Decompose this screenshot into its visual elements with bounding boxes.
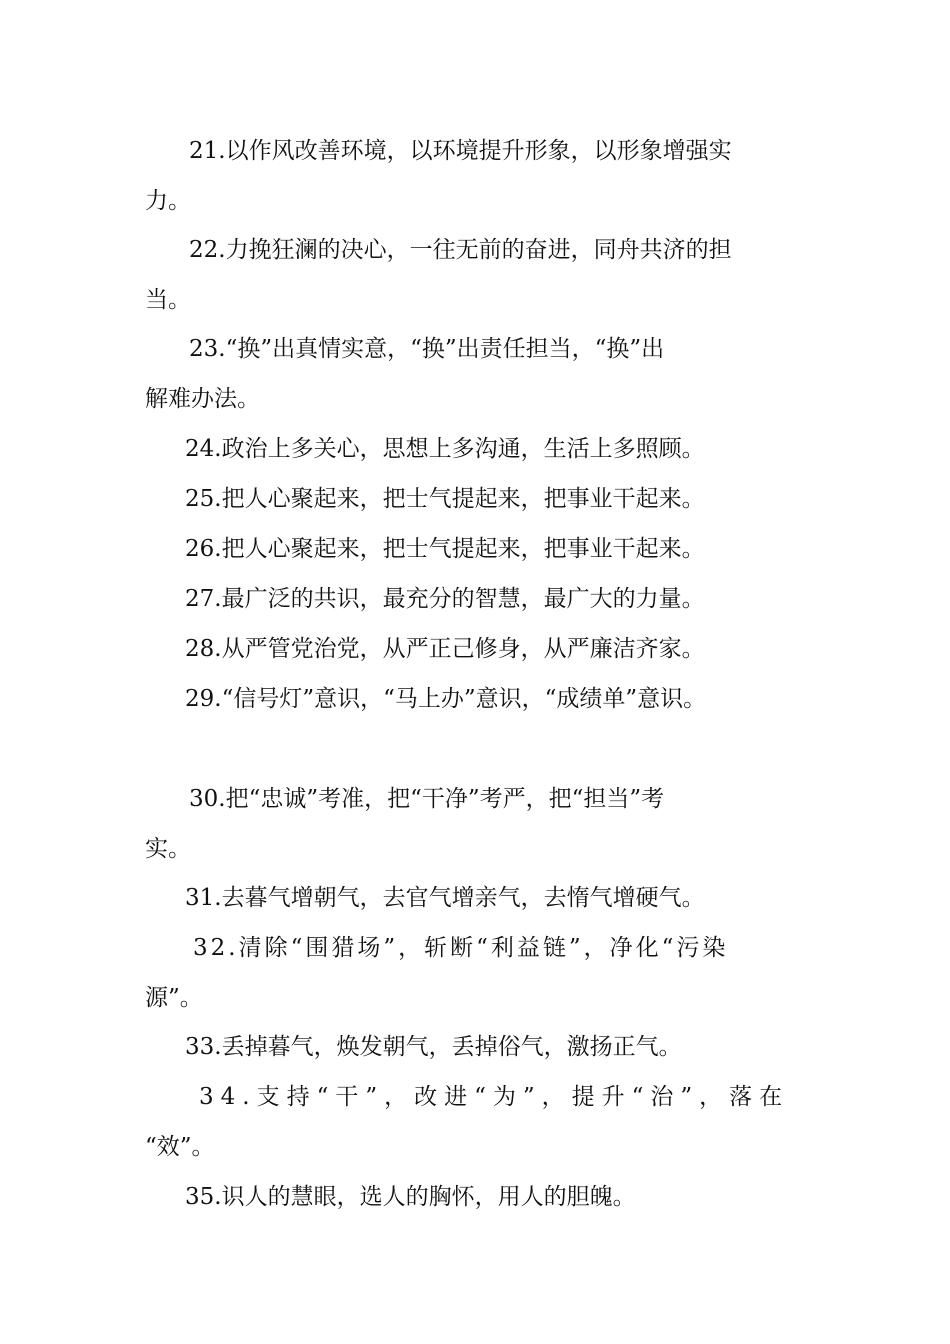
item-23-line1: 23.“换”出真情实意，“换”出责任担当，“换”出 [189, 336, 665, 362]
list-item-28 [145, 624, 815, 674]
list-item-21 [145, 126, 815, 226]
item-27-line1: 27.最广泛的共识，最充分的智慧，最广大的力量。 [185, 586, 705, 612]
list-item-22 [145, 225, 815, 325]
item-25-line1: 25.把人心聚起来，把士气提起来，把事业干起来。 [185, 486, 705, 512]
item-33-line1: 33.丢掉暮气，焕发朝气，丢掉俗气，激扬正气。 [185, 1034, 682, 1060]
item-34-line1: 34.支持“干”，改进“为”，提升“治”，落在 [199, 1084, 790, 1110]
item-30-line1: 30.把“忠诚”考准，把“干净”考严，把“担当”考 [189, 786, 665, 812]
item-30-line2: 实。 [145, 836, 191, 862]
item-22-line2: 当。 [145, 287, 191, 313]
list-item-29 [145, 674, 835, 724]
item-32-line1: 32.清除“围猎场”，斩断“利益链”，净化“污染 [193, 935, 729, 961]
item-28-line1: 28.从严管党治党，从严正己修身，从严廉洁齐家。 [185, 636, 705, 662]
list-item-23 [145, 324, 815, 424]
list-item-34 [145, 1072, 815, 1172]
list-item-35 [145, 1172, 815, 1222]
list-item-25 [145, 474, 815, 524]
list-item-26 [145, 524, 815, 574]
list-item-30 [145, 774, 815, 874]
item-21-line2: 力。 [145, 188, 191, 214]
item-22-line1: 22.力挽狂澜的决心，一往无前的奋进，同舟共济的担 [189, 237, 732, 263]
list-item-31 [145, 873, 815, 923]
item-34-line2: “效”。 [145, 1134, 215, 1160]
item-23-line2: 解难办法。 [145, 386, 260, 412]
item-29-line1: 29.“信号灯”意识，“马上办”意识，“成绩单”意识。 [185, 686, 707, 712]
item-26-line1: 26.把人心聚起来，把士气提起来，把事业干起来。 [185, 536, 705, 562]
item-32-line2: 源”。 [145, 985, 203, 1011]
list-item-24 [145, 424, 815, 474]
item-21-line1: 21.以作风改善环境，以环境提升形象，以形象增强实 [189, 138, 732, 164]
list-item-27 [145, 574, 815, 624]
item-31-line1: 31.去暮气增朝气，去官气增亲气，去惰气增硬气。 [185, 885, 705, 911]
item-35-line1: 35.识人的慧眼，选人的胸怀，用人的胆魄。 [185, 1184, 636, 1210]
item-24-line1: 24.政治上多关心，思想上多沟通，生活上多照顾。 [185, 436, 705, 462]
list-item-32 [145, 923, 815, 1023]
list-item-33 [145, 1022, 815, 1072]
